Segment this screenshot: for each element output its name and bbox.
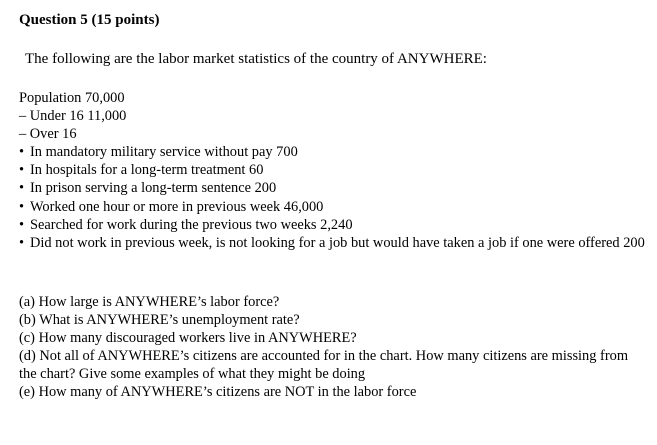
bullet-text: Searched for work during the previous two weeks 2,240 (30, 216, 353, 233)
bullet-item (19, 234, 649, 252)
bullet-text: In hospitals for a long-term treatment 60 (30, 162, 264, 179)
question-parts (19, 293, 649, 402)
question-part-d: (d) Not all of ANYWHERE’s citizens are accounted for in the chart. How many citizens are missing from the chart? Give some examples of what they might be doing (19, 348, 629, 383)
question-part-c: (c) How many discouraged workers live in ANYWHERE? (19, 330, 357, 347)
bullet-item (19, 143, 649, 161)
question-part-a: (a) How large is ANYWHERE’s labor force? (19, 294, 280, 310)
bullet-marker: • (19, 198, 25, 215)
bullet-text: In prison serving a long-term sentence 200 (30, 180, 277, 197)
labor-statistics (19, 89, 649, 252)
bullet-item (19, 161, 649, 179)
bullet-marker: • (19, 216, 25, 233)
bullet-item (19, 198, 649, 216)
bullet-text: Worked one hour or more in previous week 46,000 (30, 198, 324, 215)
population-line: Population 70,000 (19, 90, 125, 106)
bullet-text: Did not work in previous week, is not looking for a job but would have taken a job if one were offered 200 (30, 234, 645, 251)
bullet-item (19, 179, 649, 197)
bullet-marker: • (19, 144, 25, 161)
under-16-line: – Under 16 11,000 (19, 108, 127, 125)
question-part-e: (e) How many of ANYWHERE’s citizens are NOT in the labor force (19, 384, 417, 401)
bullet-item (19, 216, 649, 234)
over-16-line: – Over 16 (19, 126, 77, 143)
bullet-marker: • (19, 162, 25, 179)
question-part-b: (b) What is ANYWHERE’s unemployment rate? (19, 312, 300, 329)
question-intro: The following are the labor market statistics of the country of ANYWHERE: (25, 51, 487, 67)
bullet-marker: • (19, 234, 25, 251)
question-title: Question 5 (15 points) (19, 12, 160, 28)
bullet-marker: • (19, 180, 25, 197)
bullet-text: In mandatory military service without pay 700 (30, 144, 298, 161)
